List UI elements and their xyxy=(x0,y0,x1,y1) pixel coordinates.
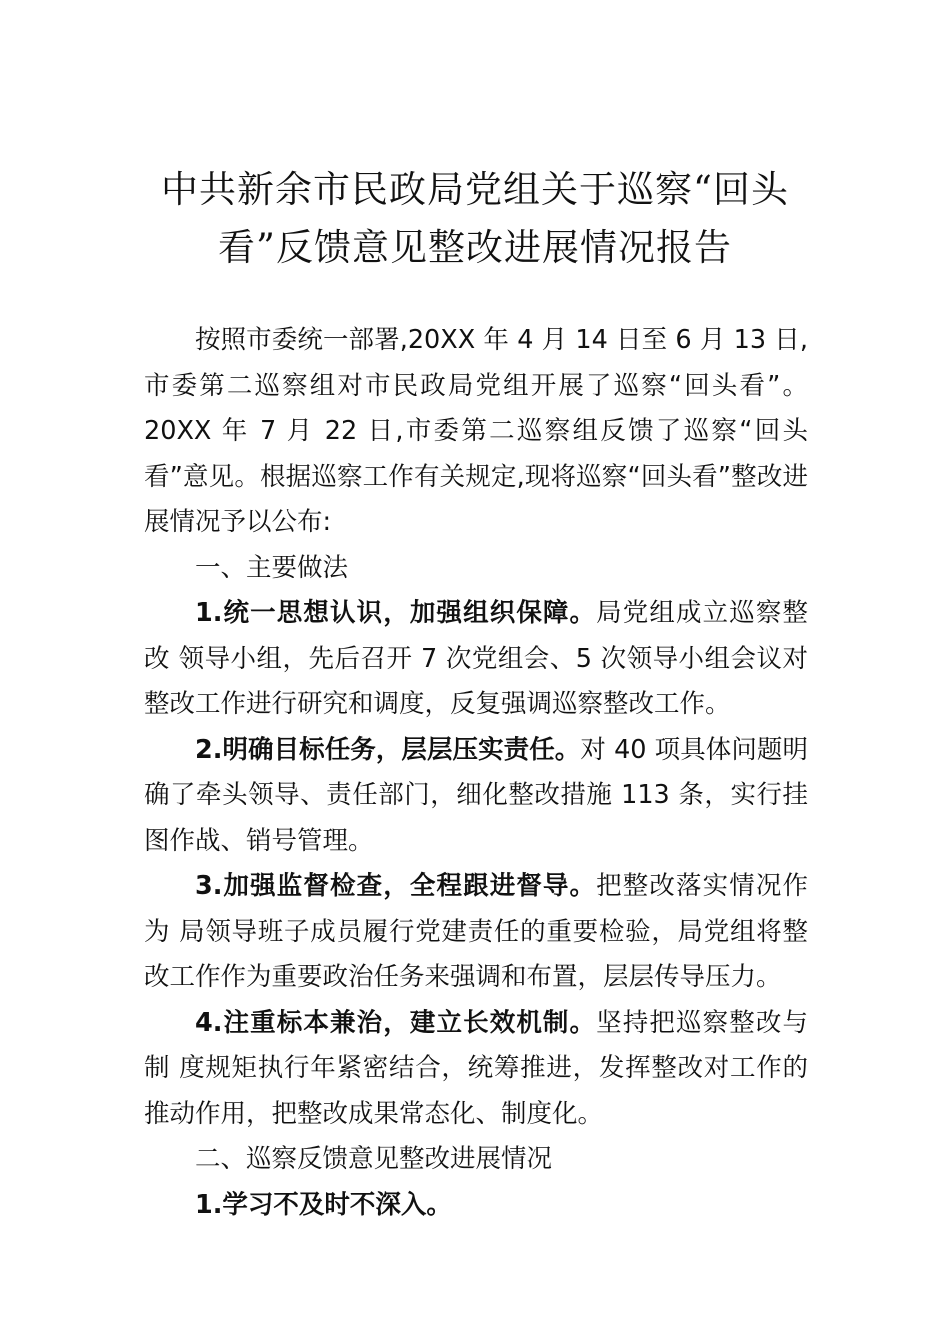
progress-item-1 xyxy=(144,1183,808,1229)
practice-item-3-lead: 3.加强监督检查，全程跟进督导。 xyxy=(195,871,597,901)
practice-item-4-text: 坚持把巡察整改与制 度规矩执行年紧密结合，统筹推进，发挥整改对工作的推动作用，把整改成果常态化、制度化。 xyxy=(144,1007,808,1129)
practice-item-4 xyxy=(144,1001,808,1138)
practice-item-2-text: 对 40 项具体问题明确了牵头领导、责任部门，细化整改措施 113 条，实行挂图作战、销号管理。 xyxy=(144,734,808,856)
practice-item-3 xyxy=(144,864,808,1001)
practice-item-1-text: 局党组成立巡察整改 领导小组，先后召开 7 次党组会、5 次领导小组会议对整改工作进行研究和调度，反复强调巡察整改工作。 xyxy=(144,598,808,719)
practice-item-2 xyxy=(144,728,808,865)
intro-paragraph: 按照市委统一部署,20XX 年 4 月 14 日至 6 月 13 日,市委第二巡察组对市民政局党组开展了巡察“回头看”。20XX 年 7 月 22 日,市委第二巡察组反馈了巡察“回头看”意见。根据巡察工作有关规定,现将巡察“回头看”整改进展情况予以公布: xyxy=(144,325,808,537)
practice-item-2-lead: 2.明确目标任务，层层压实责任。 xyxy=(195,734,581,765)
title-line-1: 中共新余市民政局党组关于巡察“回头 xyxy=(161,168,789,211)
practice-item-3-text: 把整改落实情况作为 局领导班子成员履行党建责任的重要检验，局党组将整改工作作为重要政治任务来强调和布置，层层传导压力。 xyxy=(144,871,808,992)
practice-item-1 xyxy=(144,591,808,728)
document-title xyxy=(140,161,810,277)
practice-item-1-lead: 1.统一思想认识，加强组织保障。 xyxy=(195,598,597,628)
section-heading-progress: 二、巡察反馈意见整改进展情况 xyxy=(195,1144,553,1174)
title-line-2: 看”反馈意见整改进展情况报告 xyxy=(218,226,732,269)
section-heading-main-practices: 一、主要做法 xyxy=(195,552,349,583)
progress-item-1-lead: 1.学习不及时不深入。 xyxy=(195,1189,452,1220)
practice-item-4-lead: 4.注重标本兼治，建立长效机制。 xyxy=(195,1007,597,1038)
document-body xyxy=(144,318,808,1228)
